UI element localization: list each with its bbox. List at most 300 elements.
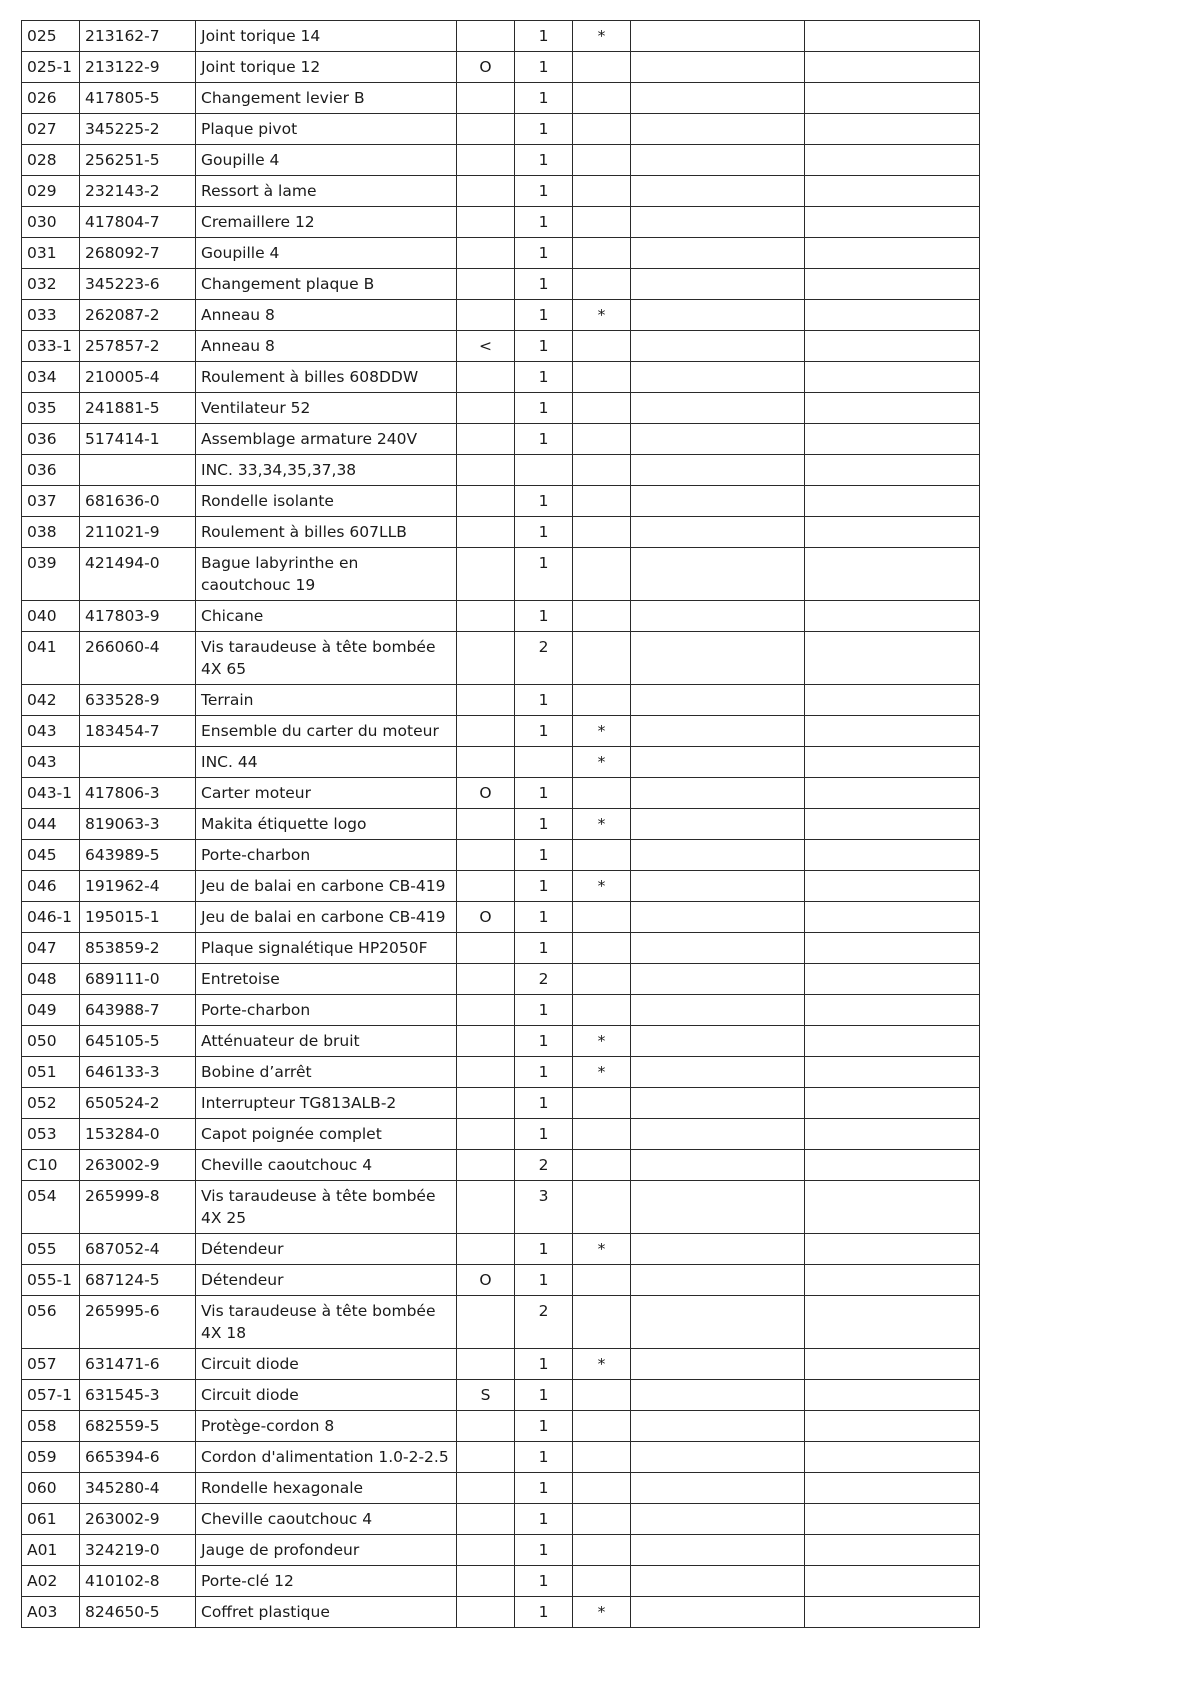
quantity-cell: 1 [515, 362, 573, 393]
item-number-cell: A03 [22, 1597, 80, 1628]
flag-cell [573, 269, 631, 300]
blank-cell [805, 21, 980, 52]
quantity-cell: 1 [515, 685, 573, 716]
description-cell: Bague labyrinthe en caoutchouc 19 [196, 548, 457, 601]
flag-cell [573, 1504, 631, 1535]
quantity-cell [515, 747, 573, 778]
blank-cell [631, 548, 805, 601]
parts-table-body [22, 21, 980, 1628]
quantity-cell: 1 [515, 145, 573, 176]
parts-list-table [21, 20, 980, 1628]
description-cell: Cheville caoutchouc 4 [196, 1150, 457, 1181]
quantity-cell: 1 [515, 517, 573, 548]
flag-cell [573, 145, 631, 176]
blank-cell [805, 809, 980, 840]
description-cell: Assemblage armature 240V [196, 424, 457, 455]
item-number-cell: 047 [22, 933, 80, 964]
blank-cell [631, 362, 805, 393]
table-row [22, 601, 980, 632]
blank-cell [805, 1057, 980, 1088]
blank-cell [805, 548, 980, 601]
marker-cell [457, 1296, 515, 1349]
blank-cell [631, 716, 805, 747]
quantity-cell: 1 [515, 176, 573, 207]
part-number-cell: 195015-1 [80, 902, 196, 933]
blank-cell [631, 1380, 805, 1411]
blank-cell [805, 1296, 980, 1349]
part-number-cell: 183454-7 [80, 716, 196, 747]
item-number-cell: 043 [22, 747, 80, 778]
quantity-cell: 1 [515, 52, 573, 83]
quantity-cell: 1 [515, 933, 573, 964]
quantity-cell: 1 [515, 778, 573, 809]
table-row [22, 269, 980, 300]
blank-cell [631, 1265, 805, 1296]
description-cell: Interrupteur TG813ALB-2 [196, 1088, 457, 1119]
description-cell: INC. 44 [196, 747, 457, 778]
flag-cell [573, 486, 631, 517]
item-number-cell: 043 [22, 716, 80, 747]
marker-cell [457, 114, 515, 145]
table-row [22, 1119, 980, 1150]
quantity-cell: 1 [515, 1265, 573, 1296]
item-number-cell: 049 [22, 995, 80, 1026]
blank-cell [805, 1597, 980, 1628]
blank-cell [805, 1349, 980, 1380]
part-number-cell: 665394-6 [80, 1442, 196, 1473]
description-cell: Anneau 8 [196, 331, 457, 362]
blank-cell [631, 1566, 805, 1597]
marker-cell [457, 1597, 515, 1628]
blank-cell [631, 176, 805, 207]
marker-cell [457, 1181, 515, 1234]
table-row [22, 393, 980, 424]
flag-cell: * [573, 1349, 631, 1380]
marker-cell [457, 632, 515, 685]
blank-cell [805, 632, 980, 685]
flag-cell [573, 685, 631, 716]
item-number-cell: 028 [22, 145, 80, 176]
marker-cell [457, 517, 515, 548]
blank-cell [805, 1150, 980, 1181]
blank-cell [805, 176, 980, 207]
item-number-cell: 055 [22, 1234, 80, 1265]
table-row [22, 809, 980, 840]
blank-cell [805, 269, 980, 300]
description-cell: Ressort à lame [196, 176, 457, 207]
description-cell: Carter moteur [196, 778, 457, 809]
marker-cell [457, 145, 515, 176]
description-cell: Anneau 8 [196, 300, 457, 331]
marker-cell [457, 486, 515, 517]
blank-cell [805, 1265, 980, 1296]
blank-cell [631, 1535, 805, 1566]
blank-cell [631, 486, 805, 517]
flag-cell [573, 1265, 631, 1296]
table-row [22, 933, 980, 964]
quantity-cell: 1 [515, 1535, 573, 1566]
marker-cell [457, 1349, 515, 1380]
blank-cell [805, 964, 980, 995]
flag-cell [573, 1473, 631, 1504]
blank-cell [631, 1088, 805, 1119]
marker-cell [457, 362, 515, 393]
blank-cell [631, 114, 805, 145]
blank-cell [805, 1088, 980, 1119]
item-number-cell: 055-1 [22, 1265, 80, 1296]
quantity-cell: 1 [515, 1597, 573, 1628]
item-number-cell: 045 [22, 840, 80, 871]
part-number-cell: 421494-0 [80, 548, 196, 601]
marker-cell [457, 601, 515, 632]
blank-cell [805, 393, 980, 424]
item-number-cell: 027 [22, 114, 80, 145]
description-cell: Changement levier B [196, 83, 457, 114]
table-row [22, 83, 980, 114]
item-number-cell: 053 [22, 1119, 80, 1150]
quantity-cell: 1 [515, 269, 573, 300]
part-number-cell: 689111-0 [80, 964, 196, 995]
part-number-cell: 345223-6 [80, 269, 196, 300]
blank-cell [805, 933, 980, 964]
flag-cell [573, 83, 631, 114]
table-row [22, 1026, 980, 1057]
quantity-cell: 1 [515, 716, 573, 747]
blank-cell [631, 1296, 805, 1349]
table-row [22, 1296, 980, 1349]
quantity-cell: 1 [515, 424, 573, 455]
marker-cell [457, 21, 515, 52]
blank-cell [805, 300, 980, 331]
marker-cell [457, 1057, 515, 1088]
blank-cell [631, 632, 805, 685]
table-row [22, 1150, 980, 1181]
quantity-cell: 1 [515, 601, 573, 632]
part-number-cell: 517414-1 [80, 424, 196, 455]
description-cell: Goupille 4 [196, 145, 457, 176]
quantity-cell: 1 [515, 995, 573, 1026]
marker-cell [457, 83, 515, 114]
description-cell: Jeu de balai en carbone CB-419 [196, 871, 457, 902]
blank-cell [631, 393, 805, 424]
blank-cell [805, 1380, 980, 1411]
item-number-cell: 051 [22, 1057, 80, 1088]
blank-cell [805, 1535, 980, 1566]
description-cell: Joint torique 14 [196, 21, 457, 52]
blank-cell [631, 1057, 805, 1088]
description-cell: Vis taraudeuse à tête bombée 4X 18 [196, 1296, 457, 1349]
item-number-cell: 036 [22, 455, 80, 486]
table-row [22, 1088, 980, 1119]
marker-cell [457, 548, 515, 601]
table-row [22, 778, 980, 809]
flag-cell [573, 52, 631, 83]
marker-cell: < [457, 331, 515, 362]
blank-cell [805, 114, 980, 145]
part-number-cell: 417805-5 [80, 83, 196, 114]
blank-cell [631, 601, 805, 632]
quantity-cell: 1 [515, 840, 573, 871]
table-row [22, 632, 980, 685]
blank-cell [805, 995, 980, 1026]
item-number-cell: 060 [22, 1473, 80, 1504]
part-number-cell: 257857-2 [80, 331, 196, 362]
table-row [22, 114, 980, 145]
flag-cell [573, 995, 631, 1026]
blank-cell [631, 933, 805, 964]
table-row [22, 486, 980, 517]
blank-cell [631, 1442, 805, 1473]
marker-cell [457, 1566, 515, 1597]
blank-cell [631, 52, 805, 83]
marker-cell [457, 840, 515, 871]
marker-cell [457, 1504, 515, 1535]
blank-cell [805, 716, 980, 747]
part-number-cell: 232143-2 [80, 176, 196, 207]
flag-cell [573, 176, 631, 207]
flag-cell [573, 114, 631, 145]
flag-cell [573, 517, 631, 548]
item-number-cell: 061 [22, 1504, 80, 1535]
flag-cell [573, 1296, 631, 1349]
blank-cell [631, 1504, 805, 1535]
part-number-cell: 263002-9 [80, 1150, 196, 1181]
quantity-cell: 1 [515, 238, 573, 269]
quantity-cell: 1 [515, 486, 573, 517]
item-number-cell: 050 [22, 1026, 80, 1057]
table-row [22, 1234, 980, 1265]
table-row [22, 871, 980, 902]
part-number-cell: 266060-4 [80, 632, 196, 685]
blank-cell [805, 145, 980, 176]
description-cell: Terrain [196, 685, 457, 716]
marker-cell [457, 1234, 515, 1265]
description-cell: Roulement à billes 607LLB [196, 517, 457, 548]
item-number-cell: 057 [22, 1349, 80, 1380]
blank-cell [631, 145, 805, 176]
flag-cell: * [573, 809, 631, 840]
flag-cell [573, 455, 631, 486]
blank-cell [805, 455, 980, 486]
marker-cell [457, 871, 515, 902]
blank-cell [805, 207, 980, 238]
table-row [22, 238, 980, 269]
marker-cell [457, 1088, 515, 1119]
flag-cell [573, 1411, 631, 1442]
blank-cell [805, 1566, 980, 1597]
quantity-cell: 1 [515, 548, 573, 601]
blank-cell [631, 902, 805, 933]
table-row [22, 331, 980, 362]
part-number-cell: 324219-0 [80, 1535, 196, 1566]
flag-cell [573, 1088, 631, 1119]
description-cell: Jeu de balai en carbone CB-419 [196, 902, 457, 933]
table-row [22, 1380, 980, 1411]
item-number-cell: 038 [22, 517, 80, 548]
description-cell: Changement plaque B [196, 269, 457, 300]
item-number-cell: 058 [22, 1411, 80, 1442]
part-number-cell: 262087-2 [80, 300, 196, 331]
flag-cell: * [573, 21, 631, 52]
description-cell: Coffret plastique [196, 1597, 457, 1628]
item-number-cell: 030 [22, 207, 80, 238]
flag-cell [573, 632, 631, 685]
flag-cell [573, 964, 631, 995]
marker-cell [457, 455, 515, 486]
marker-cell [457, 1442, 515, 1473]
item-number-cell: 042 [22, 685, 80, 716]
marker-cell [457, 933, 515, 964]
marker-cell [457, 1535, 515, 1566]
item-number-cell: A02 [22, 1566, 80, 1597]
part-number-cell: 153284-0 [80, 1119, 196, 1150]
table-row [22, 300, 980, 331]
part-number-cell [80, 455, 196, 486]
blank-cell [631, 83, 805, 114]
flag-cell [573, 1119, 631, 1150]
part-number-cell: 345225-2 [80, 114, 196, 145]
item-number-cell: 057-1 [22, 1380, 80, 1411]
quantity-cell: 3 [515, 1181, 573, 1234]
marker-cell: O [457, 902, 515, 933]
description-cell: Ensemble du carter du moteur [196, 716, 457, 747]
blank-cell [631, 1181, 805, 1234]
table-row [22, 1349, 980, 1380]
blank-cell [805, 424, 980, 455]
item-number-cell: 048 [22, 964, 80, 995]
table-row [22, 362, 980, 393]
item-number-cell: 046-1 [22, 902, 80, 933]
flag-cell [573, 1566, 631, 1597]
quantity-cell: 1 [515, 114, 573, 145]
blank-cell [631, 300, 805, 331]
table-row [22, 902, 980, 933]
part-number-cell: 824650-5 [80, 1597, 196, 1628]
part-number-cell: 268092-7 [80, 238, 196, 269]
marker-cell [457, 1119, 515, 1150]
part-number-cell: 687124-5 [80, 1265, 196, 1296]
description-cell: Porte-charbon [196, 840, 457, 871]
marker-cell [457, 1026, 515, 1057]
blank-cell [805, 362, 980, 393]
quantity-cell: 1 [515, 1473, 573, 1504]
item-number-cell: 054 [22, 1181, 80, 1234]
flag-cell: * [573, 300, 631, 331]
quantity-cell: 1 [515, 1057, 573, 1088]
part-number-cell: 819063-3 [80, 809, 196, 840]
flag-cell [573, 331, 631, 362]
part-number-cell: 682559-5 [80, 1411, 196, 1442]
flag-cell [573, 207, 631, 238]
blank-cell [631, 21, 805, 52]
part-number-cell: 263002-9 [80, 1504, 196, 1535]
blank-cell [631, 207, 805, 238]
flag-cell [573, 362, 631, 393]
marker-cell [457, 424, 515, 455]
table-row [22, 1535, 980, 1566]
blank-cell [631, 424, 805, 455]
blank-cell [805, 1181, 980, 1234]
item-number-cell: 035 [22, 393, 80, 424]
description-cell: Roulement à billes 608DDW [196, 362, 457, 393]
marker-cell [457, 300, 515, 331]
blank-cell [631, 1150, 805, 1181]
table-row [22, 716, 980, 747]
part-number-cell: 643989-5 [80, 840, 196, 871]
marker-cell [457, 685, 515, 716]
blank-cell [631, 1473, 805, 1504]
table-row [22, 1597, 980, 1628]
flag-cell [573, 548, 631, 601]
item-number-cell: 029 [22, 176, 80, 207]
blank-cell [805, 1234, 980, 1265]
item-number-cell: C10 [22, 1150, 80, 1181]
table-row [22, 1181, 980, 1234]
table-row [22, 455, 980, 486]
description-cell: Détendeur [196, 1234, 457, 1265]
blank-cell [631, 269, 805, 300]
part-number-cell: 645105-5 [80, 1026, 196, 1057]
flag-cell [573, 933, 631, 964]
blank-cell [631, 809, 805, 840]
part-number-cell: 853859-2 [80, 933, 196, 964]
blank-cell [805, 601, 980, 632]
quantity-cell: 1 [515, 1088, 573, 1119]
flag-cell [573, 1150, 631, 1181]
part-number-cell: 631471-6 [80, 1349, 196, 1380]
item-number-cell: 036 [22, 424, 80, 455]
flag-cell [573, 393, 631, 424]
quantity-cell: 1 [515, 1442, 573, 1473]
blank-cell [631, 331, 805, 362]
part-number-cell [80, 747, 196, 778]
part-number-cell: 345280-4 [80, 1473, 196, 1504]
marker-cell: O [457, 778, 515, 809]
table-row [22, 964, 980, 995]
part-number-cell: 241881-5 [80, 393, 196, 424]
flag-cell: * [573, 1597, 631, 1628]
marker-cell [457, 393, 515, 424]
item-number-cell: 041 [22, 632, 80, 685]
description-cell: Ventilateur 52 [196, 393, 457, 424]
table-row [22, 1566, 980, 1597]
blank-cell [805, 902, 980, 933]
flag-cell [573, 1442, 631, 1473]
description-cell: INC. 33,34,35,37,38 [196, 455, 457, 486]
table-row [22, 424, 980, 455]
table-row [22, 1411, 980, 1442]
quantity-cell: 1 [515, 1566, 573, 1597]
description-cell: Bobine d’arrêt [196, 1057, 457, 1088]
blank-cell [631, 871, 805, 902]
blank-cell [805, 1411, 980, 1442]
flag-cell [573, 1380, 631, 1411]
flag-cell [573, 778, 631, 809]
flag-cell [573, 840, 631, 871]
blank-cell [805, 778, 980, 809]
marker-cell: S [457, 1380, 515, 1411]
quantity-cell: 1 [515, 1119, 573, 1150]
item-number-cell: 026 [22, 83, 80, 114]
quantity-cell: 1 [515, 809, 573, 840]
quantity-cell: 1 [515, 207, 573, 238]
description-cell: Goupille 4 [196, 238, 457, 269]
quantity-cell: 1 [515, 1026, 573, 1057]
blank-cell [631, 964, 805, 995]
flag-cell [573, 1535, 631, 1566]
description-cell: Vis taraudeuse à tête bombée 4X 25 [196, 1181, 457, 1234]
quantity-cell: 1 [515, 83, 573, 114]
